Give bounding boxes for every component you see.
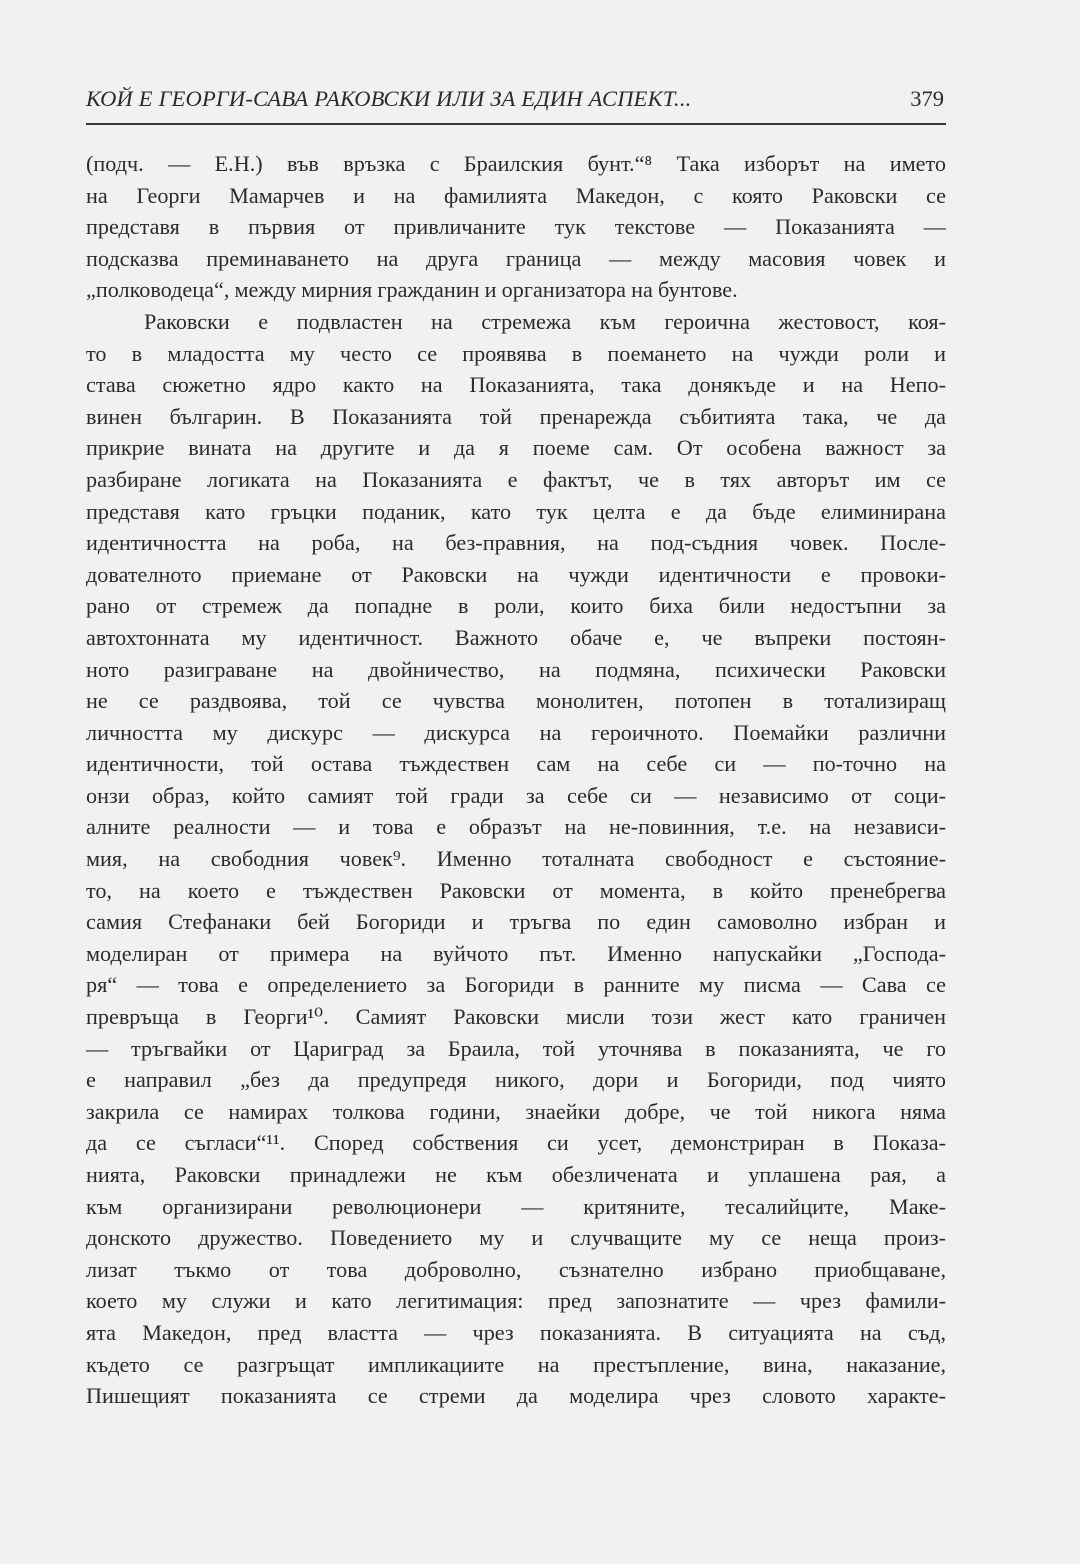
text-line: превръща в Георги¹⁰. Самият Раковски мисли този жест като граничен [86,1004,946,1030]
text-line: (подч. — Е.Н.) във връзка с Браилския бунт.“⁸ Така изборът на името [86,151,946,176]
text-line: мия, на свободния човек⁹. Именно тоталната свободност е състояние- [86,846,946,872]
text-line: става сюжетно ядро както на Показанията, така донякъде и на Непо- [86,372,946,398]
text-line: ното разиграване на двойничество, на подмяна, психически Раковски [86,656,946,682]
text-line: — тръгвайки от Цариград за Браила, той уточнява в показанията, че го [86,1035,946,1061]
text-line: ря“ — това е определението за Богориди в ранните му писма — Сава се [86,972,946,998]
text-line: алните реалности — и това е образът на не-повинния, т.е. на независи- [86,814,946,840]
text-line: на Георги Мамарчев и на фамилията Македон, с която Раковски се [86,182,946,208]
text-line: моделиран от примера на вуйчото път. Именно напускайки „Господа- [86,940,946,966]
text-line: рано от стремеж да попадне в роли, които биха били недостъпни за [86,593,946,619]
text-line: лизат тъкмо от това доброволно, съзнателно избрано приобщаване, [86,1256,946,1282]
text-line: дователното приемане от Раковски на чужди идентичности е провоки- [86,561,946,587]
text-line: то в младостта му често се проявява в поемането на чужди роли и [86,340,946,366]
body-text [86,148,946,1412]
text-line: ята Македон, пред властта — чрез показанията. В ситуацията на съд, [86,1319,946,1345]
text-line: закрила се намирах толкова години, знаейки добре, че той никога няма [86,1098,946,1124]
text-line: е направил „без да предупредя никого, дори и Богориди, под чиято [86,1067,946,1093]
text-line: Пишещият показанията се стреми да моделира чрез словото характе- [86,1383,946,1409]
text-line: не се раздвоява, той се чувства монолитен, потопен в тотализиращ [86,688,946,714]
running-header [86,86,946,126]
text-line: идентичността на роба, на без-правния, на под-съдния човек. После- [86,530,946,556]
text-line: да се съгласи“¹¹. Според собствения си усет, демонстриран в Показа- [86,1130,946,1156]
page-number: 379 [910,86,944,111]
paragraph [86,148,946,306]
text-line: разбиране логиката на Показанията е фактът, че в тях авторът им се [86,466,946,492]
text-line: „полководеца“, между мирния гражданин и организатора на бунтове. [86,277,738,303]
text-line: което му служи и като легитимация: пред запознатите — чрез фамили- [86,1288,946,1314]
text-line: където се разгръщат импликациите на престъпление, вина, наказание, [86,1351,946,1377]
text-line: винен българин. В Показанията той пренарежда събитията така, че да [86,403,946,429]
text-line: представя в първия от привличаните тук текстове — Показанията — [86,214,946,240]
text-line: прикрие вината на другите и да я поеме сам. От особена важност за [86,435,946,461]
running-title: КОЙ Е ГЕОРГИ-САВА РАКОВСКИ ИЛИ ЗА ЕДИН АСПЕКТ... [86,86,692,111]
book-page [86,0,946,1564]
paragraph [86,306,946,1412]
header-rule [86,123,946,125]
text-line: представя като гръцки поданик, като тук целта е да бъде елиминирана [86,498,946,524]
text-line: автохтонната му идентичност. Важното обаче е, че въпреки постоян- [86,624,946,650]
text-line: подсказва преминаването на друга граница — между масовия човек и [86,245,946,271]
text-line: нията, Раковски принадлежи не към обезличената и уплашена рая, а [86,1162,946,1187]
text-line: Раковски е подвластен на стремежа към героична жестовост, коя- [144,308,946,334]
text-line: личността му дискурс — дискурса на героичното. Поемайки различни [86,719,946,745]
text-line: самия Стефанаки бей Богориди и тръгва по един самоволно избран и [86,909,946,935]
text-line: онзи образ, който самият той гради за себе си — независимо от соци- [86,782,946,808]
text-line: към организирани революционери — критяните, тесалийците, Маке- [86,1193,946,1219]
text-line: донското дружество. Поведението му и случващите му се неща произ- [86,1225,946,1251]
text-line: идентичности, той остава тъждествен сам на себе си — по-точно на [86,751,946,777]
text-line: то, на което е тъждествен Раковски от момента, в който пренебрегва [86,877,946,903]
